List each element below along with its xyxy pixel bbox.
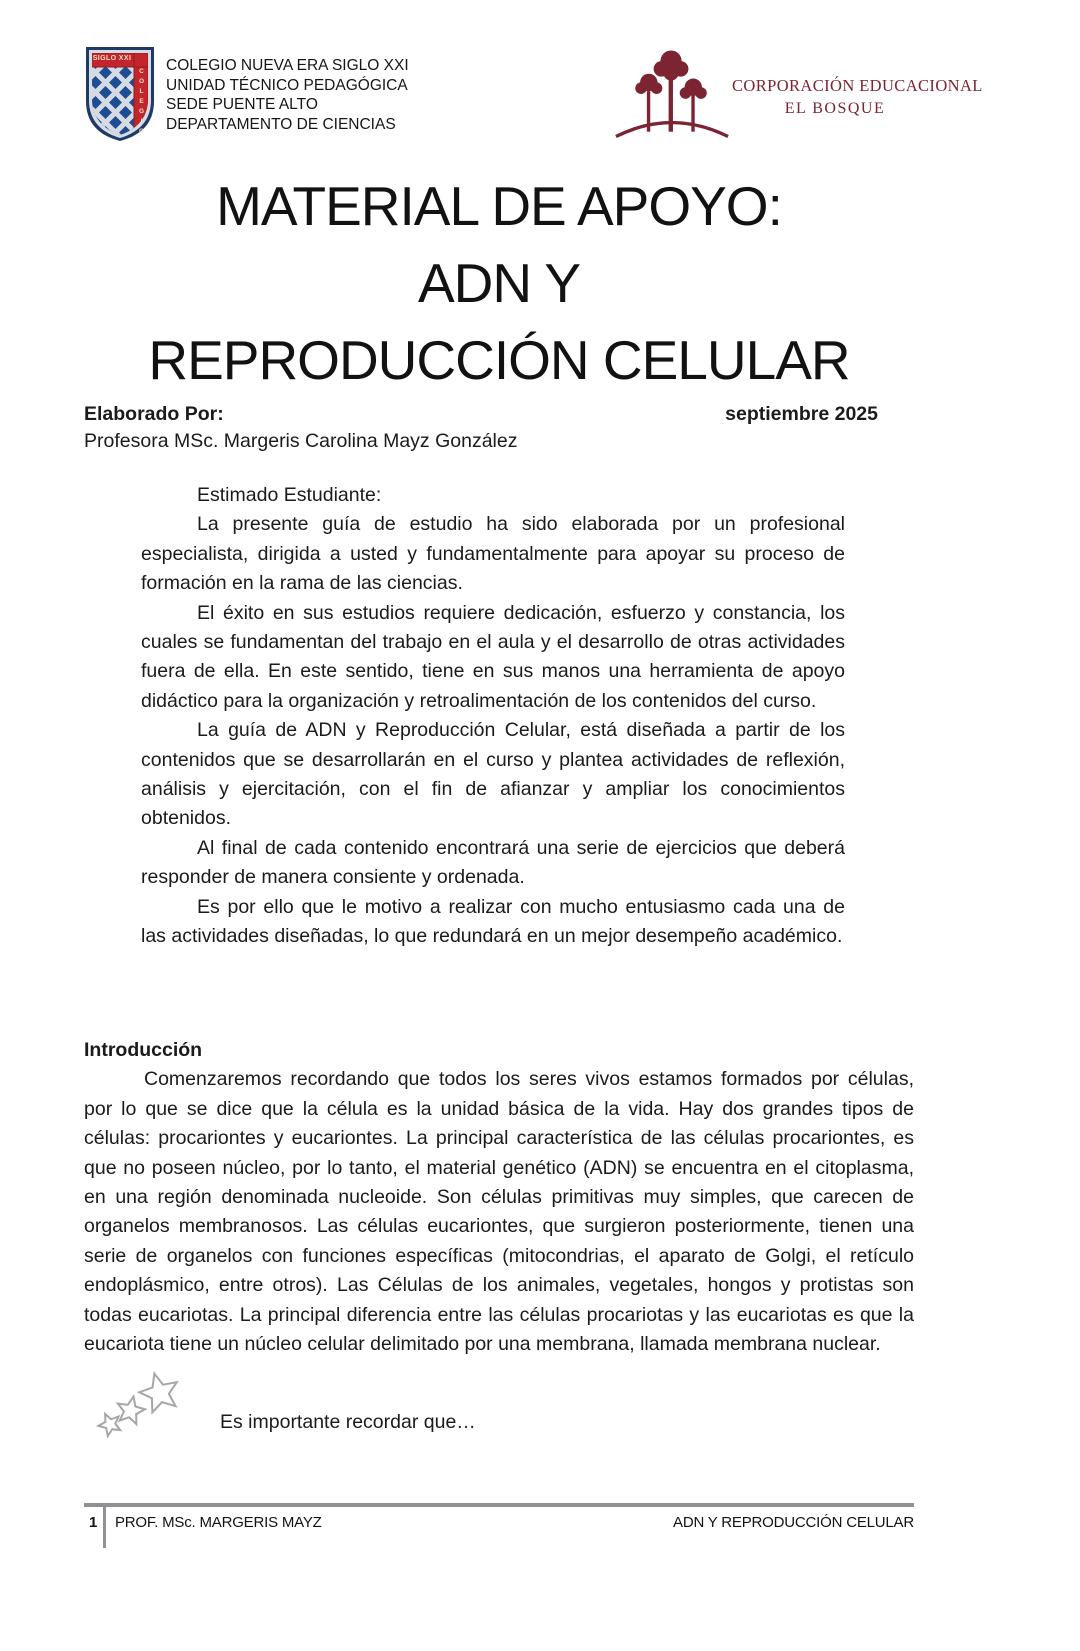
document-title-line3: REPRODUCCIÓN CELULAR bbox=[148, 329, 850, 391]
letter-paragraph: Al final de cada contenido encontrará una serie de ejercicios que deberá responder de manera consiente y ordenada. bbox=[141, 836, 845, 889]
page-footer bbox=[84, 1503, 914, 1531]
crest-side-band-label: COLEGIO bbox=[138, 68, 145, 138]
school-header-text bbox=[166, 45, 409, 143]
byline-label: Elaborado Por: bbox=[84, 403, 224, 425]
corporation-header bbox=[614, 46, 983, 142]
document-title-line1: MATERIAL DE APOYO: bbox=[216, 175, 782, 237]
letter-block bbox=[141, 481, 845, 952]
trees-logo-icon bbox=[614, 46, 730, 142]
school-crest-icon bbox=[83, 45, 157, 143]
document-title-line2: ADN Y bbox=[417, 252, 581, 314]
byline-date: septiembre 2025 bbox=[725, 403, 878, 425]
school-unit-line: UNIDAD TÉCNICO PEDAGÓGICA bbox=[166, 76, 408, 94]
byline bbox=[84, 401, 914, 454]
crest-top-band-label: SIGLO XXI bbox=[92, 55, 132, 62]
reminder-note bbox=[96, 1368, 476, 1440]
stars-doodle-icon bbox=[96, 1368, 200, 1440]
footer-divider bbox=[103, 1507, 106, 1548]
letter-paragraph: Es por ello que le motivo a realizar con mucho entusiasmo cada una de las actividades diseñadas, lo que redundará en un mejor desempeño académico. bbox=[141, 895, 845, 948]
introduction-section bbox=[84, 1036, 914, 1359]
letter-paragraph: La guía de ADN y Reproducción Celular, está diseñada a partir de los contenidos que se desarrollarán en el curso y plantea actividades de reflexión, análisis y ejercitación, con el fin de afianzar y ampliar los conocimientos obtenidos. bbox=[141, 719, 845, 830]
footer-author: PROF. MSc. MARGERIS MAYZ bbox=[115, 1514, 322, 1531]
introduction-heading: Introducción bbox=[84, 1039, 203, 1061]
footer-document-title: ADN Y REPRODUCCIÓN CELULAR bbox=[673, 1514, 914, 1531]
footer-page-number: 1 bbox=[89, 1514, 98, 1531]
byline-author: Profesora MSc. Margeris Carolina Mayz González bbox=[84, 430, 518, 452]
introduction-paragraph: Comenzaremos recordando que todos los seres vivos estamos formados por células, por lo que se dice que la célula es la unidad básica de la vida. Hay dos grandes tipos de células: procariontes y eucariontes. La principal característica de las células procariontes, es que no poseen núcleo, por lo tanto, el material genético (ADN) se encuentra en el citoplasma, en una región denominada nucleoide. Son células primitivas muy simples, que carecen de organelos membranosos. Las células eucariontes, que surgieron posteriormente, tienen una serie de organelos con funciones específicas (mitocondrias, el aparato de Golgi, el retículo endoplásmico, entre otros). Las Células de los animales, vegetales, hongos y protistas son todas eucariotas. La principal diferencia entre las células procariotas y las eucariotas es que la eucariota tiene un núcleo celular delimitado por una membrana, llamada membrana nuclear. bbox=[84, 1068, 914, 1356]
school-name-line: COLEGIO NUEVA ERA SIGLO XXI bbox=[166, 57, 409, 74]
corporation-name bbox=[732, 76, 983, 118]
school-department-line: DEPARTAMENTO DE CIENCIAS bbox=[166, 115, 396, 133]
corporation-name-line2: EL BOSQUE bbox=[784, 100, 886, 117]
letter-paragraph: El éxito en sus estudios requiere dedicación, esfuerzo y constancia, los cuales se fundamentan del trabajo en el aula y el desarrollo de otras actividades fuera de ella. En este sentido, tiene en sus manos una herramienta de apoyo didáctico para la organización y retroalimentación de los contenidos del curso. bbox=[141, 601, 845, 712]
letter-salutation: Estimado Estudiante: bbox=[197, 484, 382, 506]
letter-paragraph: La presente guía de estudio ha sido elaborada por un profesional especialista, dirigida a usted y fundamentalmente para apoyar su proceso de formación en la rama de las ciencias. bbox=[141, 513, 845, 595]
school-campus-line: SEDE PUENTE ALTO bbox=[166, 96, 318, 114]
reminder-note-text: Es importante recordar que… bbox=[220, 1411, 476, 1433]
document-title bbox=[84, 168, 914, 399]
corporation-name-line1: CORPORACIÓN EDUCACIONAL bbox=[732, 76, 983, 95]
school-header bbox=[83, 45, 409, 143]
